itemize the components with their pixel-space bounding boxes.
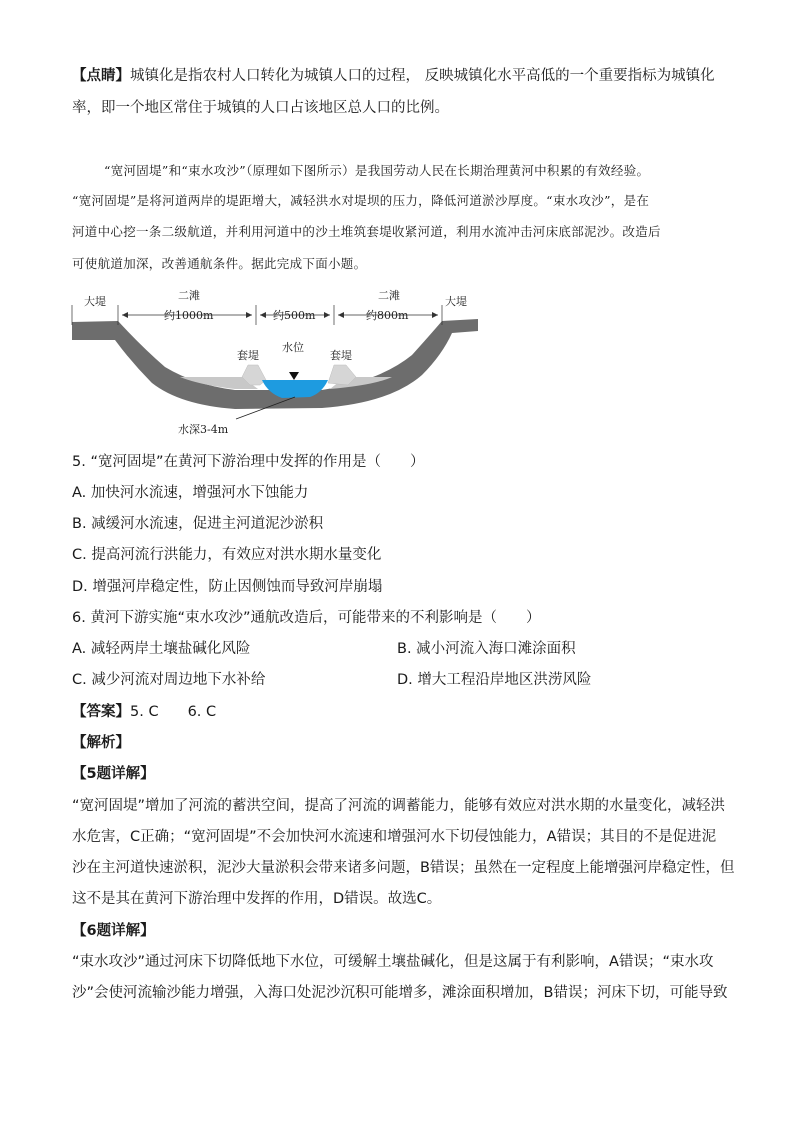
passage-line-1: “宽河固堤”和“束水攻沙”（原理如下图所示）是我国劳动人民在长期治理黄河中积累的有效经验。 <box>104 163 650 178</box>
q5-stem: 5. “宽河固堤”在黄河下游治理中发挥的作用是（ ） <box>72 454 425 470</box>
q6-option-a: A. 减轻两岸土壤盐碱化风险 <box>72 641 251 657</box>
river-bank <box>72 319 478 409</box>
water-level-label: 水位 <box>282 341 304 354</box>
q5-option-d: D. 增强河岸稳定性，防止因侧蚀而导致河岸崩塌 <box>72 579 383 595</box>
detail5-line-3: 沙在主河道快速淤积，泥沙大量淤积会带来诸多问题，B错误；虽然在一定程度上能增强河岸稳定性，但 <box>72 860 735 876</box>
river-cross-section-diagram <box>60 285 490 445</box>
detail5-line-2: 水危害，C正确；“宽河固堤”不会加快河水流速和增强河水下切侵蚀能力，A错误；其目的不是促进泥 <box>72 829 717 845</box>
answer-line <box>72 702 216 722</box>
answer-text: 5. C 6. C <box>130 704 217 720</box>
water-depth-label: 水深3-4m <box>178 423 229 436</box>
beach-right-label: 二滩 <box>378 289 400 302</box>
beach-left-label: 二滩 <box>178 289 200 302</box>
note-line-1 <box>72 66 715 86</box>
detail5-tag: 【5题详解】 <box>72 766 155 782</box>
dist-right-label: 约800m <box>366 309 409 322</box>
detail6-line-1: “束水攻沙”通过河床下切降低地下水位，可缓解土壤盐碱化，但是这属于有利影响，A错误；“束水攻 <box>72 954 714 970</box>
dist-mid-label: 约500m <box>273 309 316 322</box>
levee-left-label: 大堤 <box>84 295 106 308</box>
passage-line-2: “宽河固堤”是将河道两岸的堤距增大，减轻洪水对堤坝的压力，降低河道淤沙厚度。“束水攻沙”，是在 <box>72 193 650 208</box>
q5-option-c: C. 提高河流行洪能力，有效应对洪水期水量变化 <box>72 547 382 563</box>
note-line-2: 率，即一个地区常住于城镇的人口占该地区总人口的比例。 <box>72 100 449 116</box>
q5-option-a: A. 加快河水流速，增强河水下蚀能力 <box>72 485 309 501</box>
inner-levee-right-label: 套堤 <box>330 349 352 362</box>
q6-option-d: D. 增大工程沿岸地区洪涝风险 <box>397 672 592 688</box>
q5-option-b: B. 减缓河水流速，促进主河道泥沙淤积 <box>72 516 324 532</box>
detail6-tag: 【6题详解】 <box>72 923 155 939</box>
passage-line-4: 可使航道加深，改善通航条件。据此完成下面小题。 <box>72 256 367 271</box>
detail5-line-4: 这不是其在黄河下游治理中发挥的作用，D错误。故选C。 <box>72 891 442 907</box>
water-level-marker <box>289 372 299 380</box>
passage-line-3: 河道中心挖一条二级航道，并利用河道中的沙土堆筑套堤收紧河道，利用水流冲击河床底部泥沙。改造后 <box>72 224 661 239</box>
dist-left-label: 约1000m <box>164 309 214 322</box>
q6-stem: 6. 黄河下游实施“束水攻沙”通航改造后，可能带来的不利影响是（ ） <box>72 610 541 626</box>
note-text-1: 城镇化是指农村人口转化为城镇人口的过程， 反映城镇化水平高低的一个重要指标为城镇化 <box>130 68 715 84</box>
detail5-line-1: “宽河固堤”增加了河流的蓄洪空间，提高了河流的调蓄能力，能够有效应对洪水期的水量变化，减轻洪 <box>72 798 726 814</box>
levee-right-label: 大堤 <box>445 295 467 308</box>
answer-tag: 【答案】 <box>72 704 130 720</box>
detail6-line-2: 沙”会使河流输沙能力增强，入海口处泥沙沉积可能增多，滩涂面积增加，B错误；河床下切，可能导致 <box>72 985 728 1001</box>
inner-levee-left-label: 套堤 <box>237 349 259 362</box>
analysis-tag: 【解析】 <box>72 735 130 751</box>
q6-option-b: B. 减小河流入海口滩涂面积 <box>397 641 576 657</box>
note-tag: 【点睛】 <box>72 68 130 84</box>
q6-option-c: C. 减少河流对周边地下水补给 <box>72 672 266 688</box>
